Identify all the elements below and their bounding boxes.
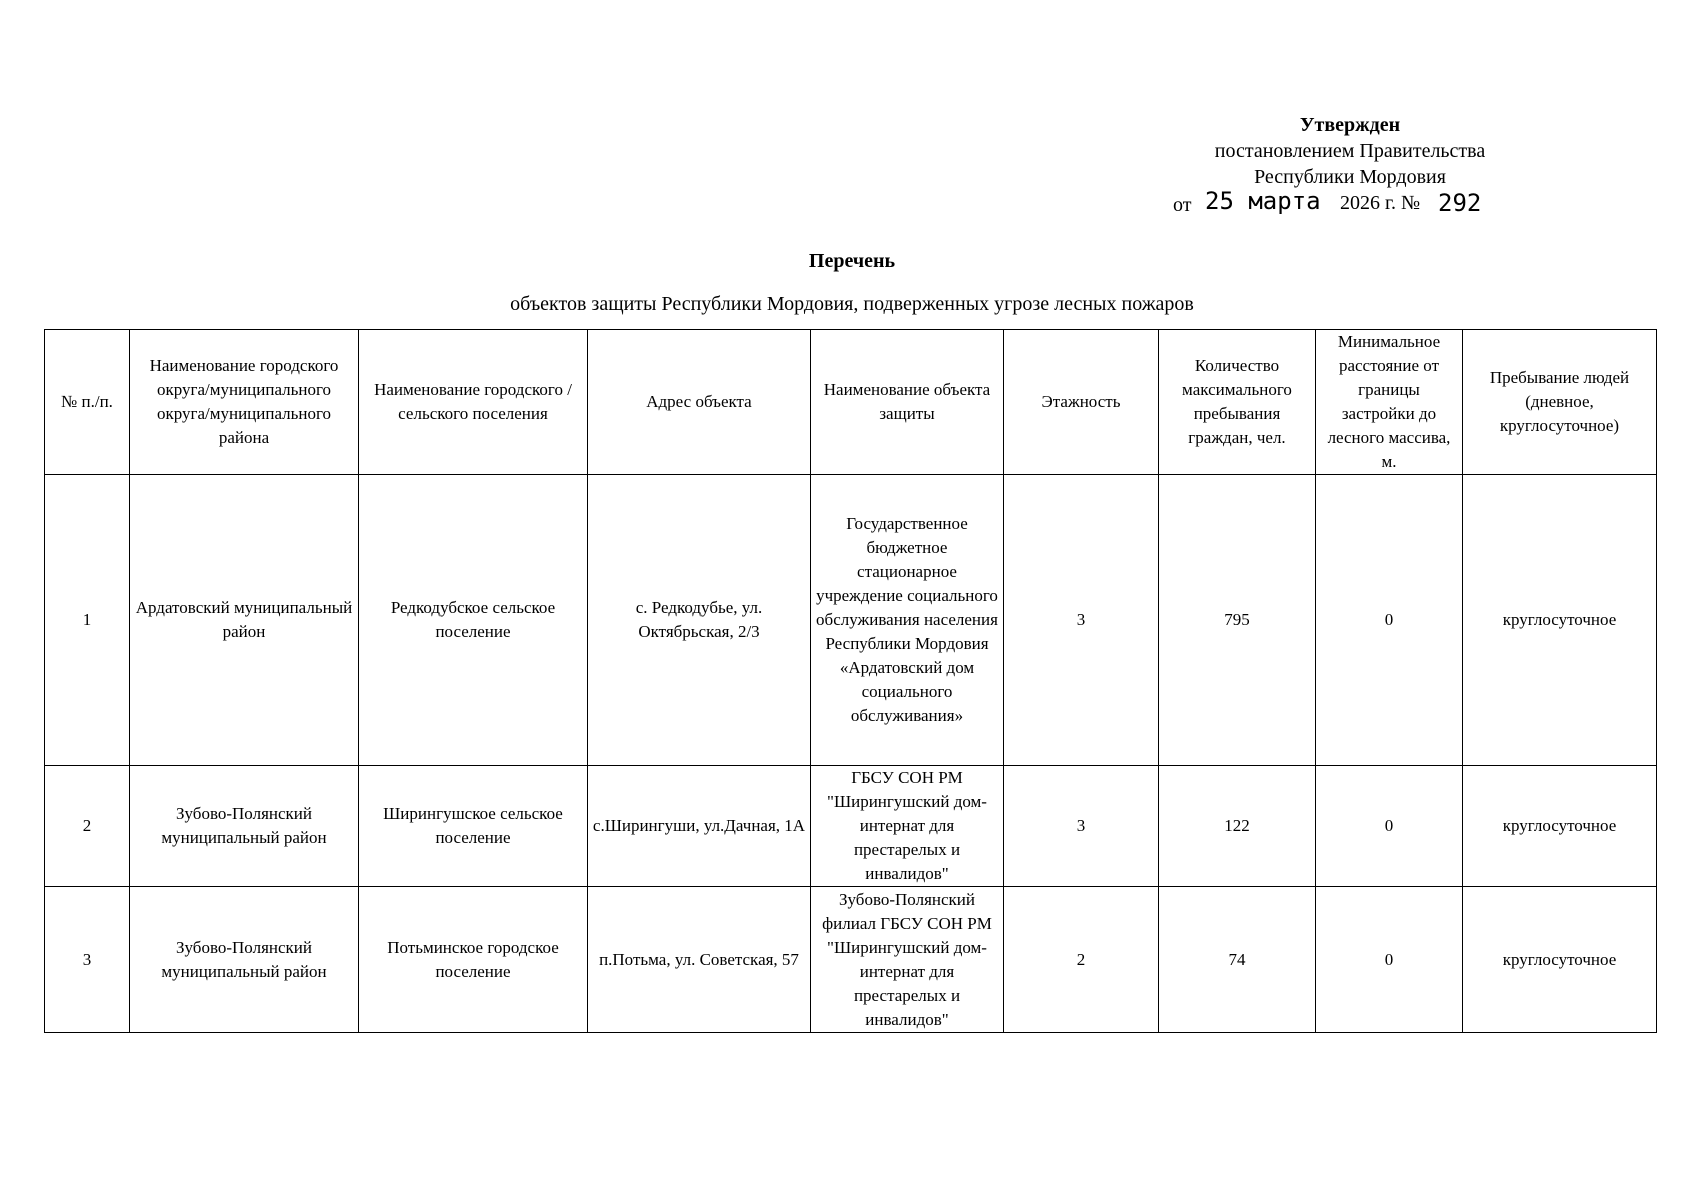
document-subtitle: объектов защиты Республики Мордовия, подверженных угрозе лесных пожаров [510,293,1194,315]
header-number: № п./п. [45,330,130,475]
cell-district: Зубово-Полянский муниципальный район [130,887,359,1033]
approval-date-prefix: от [1173,194,1192,216]
cell-address: с. Редкодубье, ул. Октябрьская, 2/3 [588,475,811,766]
cell-distance: 0 [1316,887,1463,1033]
cell-settlement: Ширингушское сельское поселение [359,766,588,887]
cell-people: 74 [1159,887,1316,1033]
table-row [45,475,1657,766]
approval-line-2: Республики Мордовия [1254,166,1446,188]
header-floors: Этажность [1004,330,1159,475]
cell-settlement: Редкодубское сельское поселение [359,475,588,766]
approval-line-1: постановлением Правительства [1214,140,1486,162]
approval-title: Утвержден [1299,114,1401,136]
approval-date: 25 марта [1205,187,1321,215]
approval-year: 2026 г. № [1340,192,1421,214]
approval-number: 292 [1438,189,1482,217]
cell-floors: 2 [1004,887,1159,1033]
header-settlement: Наименование городского / сельского поселения [359,330,588,475]
cell-stay: круглосуточное [1463,766,1657,887]
table-header-row [45,330,1657,475]
cell-district: Ардатовский муниципальный район [130,475,359,766]
cell-object: ГБСУ СОН РМ "Ширингушский дом-интернат для престарелых и инвалидов" [811,766,1004,887]
cell-stay: круглосуточное [1463,887,1657,1033]
cell-people: 795 [1159,475,1316,766]
cell-number: 2 [45,766,130,887]
document-title: Перечень [808,250,896,272]
header-address: Адрес объекта [588,330,811,475]
approval-date-line [1140,187,1560,218]
objects-table [44,329,1657,1033]
approval-block [1140,112,1560,218]
cell-object: Государственное бюджетное стационарное учреждение социального обслуживания населения Республики Мордовия «Ардатовский дом социального обслуживания» [811,475,1004,766]
cell-stay: круглосуточное [1463,475,1657,766]
cell-number: 3 [45,887,130,1033]
table-row [45,766,1657,887]
table-row [45,887,1657,1033]
cell-settlement: Потьминское городское поселение [359,887,588,1033]
cell-people: 122 [1159,766,1316,887]
header-object: Наименование объекта защиты [811,330,1004,475]
cell-address: с.Ширингуши, ул.Дачная, 1А [588,766,811,887]
cell-district: Зубово-Полянский муниципальный район [130,766,359,887]
cell-distance: 0 [1316,766,1463,887]
header-distance: Минимальное расстояние от границы застройки до лесного массива, м. [1316,330,1463,475]
cell-floors: 3 [1004,766,1159,887]
header-stay: Пребывание людей (дневное, круглосуточное) [1463,330,1657,475]
header-district: Наименование городского округа/муниципального округа/муниципального района [130,330,359,475]
cell-address: п.Потьма, ул. Советская, 57 [588,887,811,1033]
cell-number: 1 [45,475,130,766]
cell-distance: 0 [1316,475,1463,766]
cell-floors: 3 [1004,475,1159,766]
cell-object: Зубово-Полянский филиал ГБСУ СОН РМ "Ширингушский дом-интернат для престарелых и инвалидов" [811,887,1004,1033]
header-people: Количество максимального пребывания граждан, чел. [1159,330,1316,475]
